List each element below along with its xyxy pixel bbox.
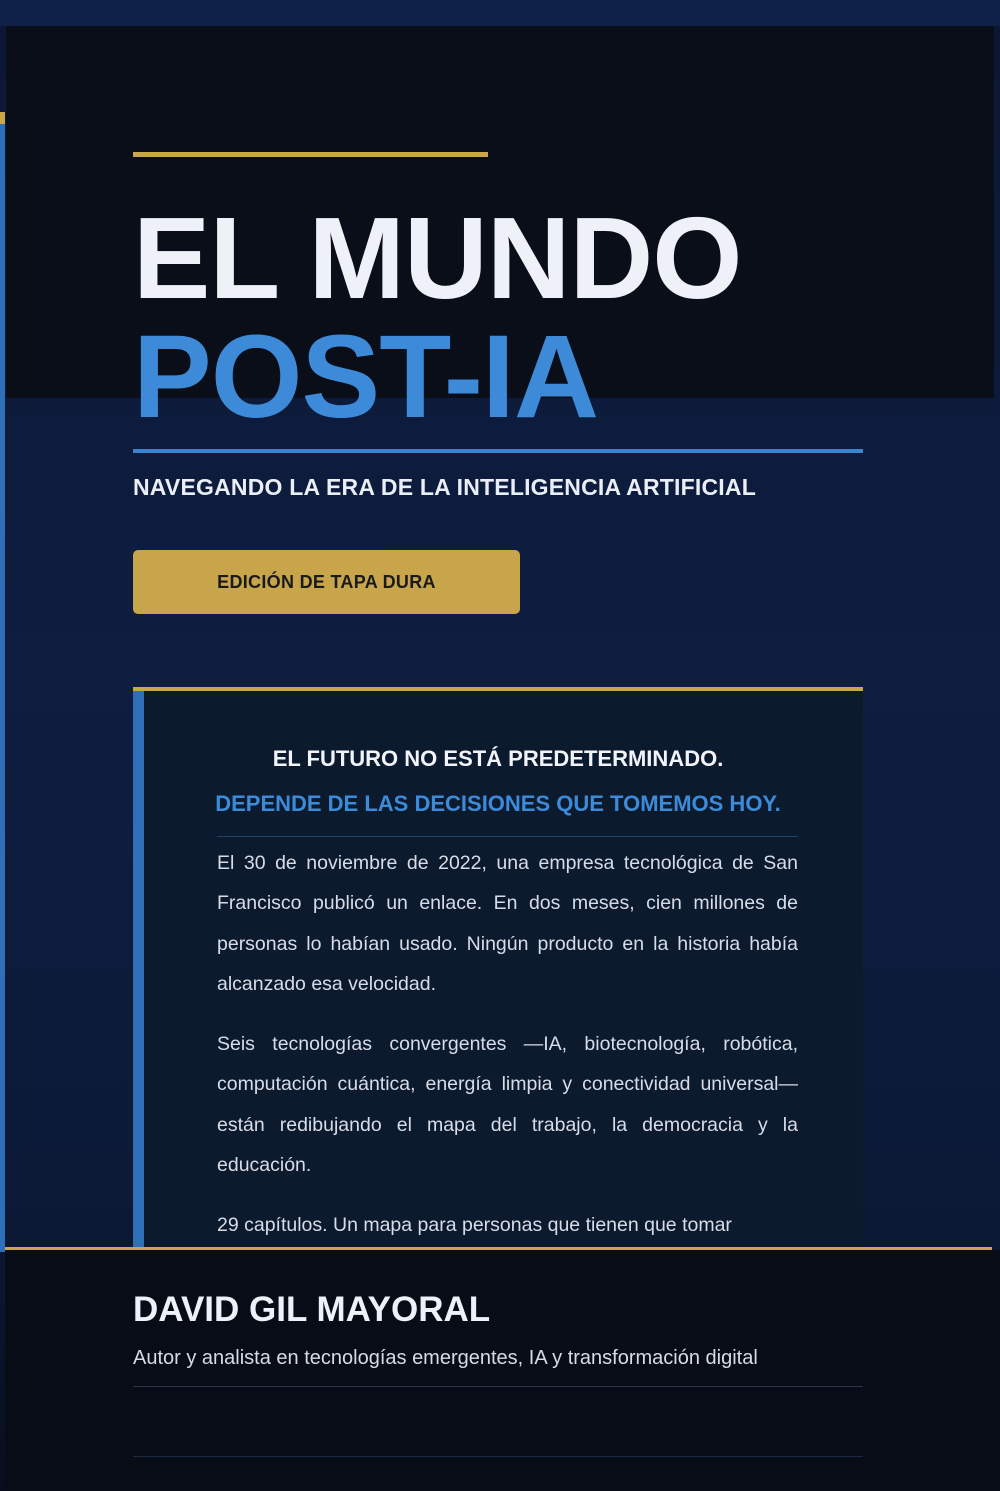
author-band (5, 1250, 1000, 1491)
title-line-1: EL MUNDO (133, 193, 742, 323)
blurb-paragraph: 29 capítulos. Un mapa para personas que tienen que tomar (217, 1214, 732, 1236)
title-line-2: POST-IA (133, 311, 599, 443)
left-accent-gold (0, 112, 5, 124)
author-name: DAVID GIL MAYORAL (133, 1290, 491, 1329)
title-underline (133, 449, 863, 453)
book-subtitle: NAVEGANDO LA ERA DE LA INTELIGENCIA ARTIFICIAL (133, 474, 756, 500)
author-description: Autor y analista en tecnologías emergentes, IA y transformación digital (133, 1347, 758, 1369)
blurb-paragraph: El 30 de noviembre de 2022, una empresa tecnológica de San Francisco publicó un enlace. En dos meses, cien millones de personas lo habían usado. Ningún producto en la historia había alcanzado esa velocidad. (217, 852, 798, 995)
edition-badge (133, 550, 520, 614)
blurb-text (217, 843, 798, 1236)
blurb-heading-2: DEPENDE DE LAS DECISIONES QUE TOMEMOS HOY. (215, 791, 781, 816)
blurb-gold-rule (133, 687, 863, 691)
gold-rule-top (133, 152, 488, 157)
blurb-divider (217, 836, 798, 837)
edition-badge-label: EDICIÓN DE TAPA DURA (217, 571, 436, 592)
blurb-paragraph: Seis tecnologías convergentes —IA, biotecnología, robótica, computación cuántica, energía limpia y conectividad universal— están redibujando el mapa del trabajo, la democracia y la educación. (217, 1033, 798, 1177)
blurb-heading-1: EL FUTURO NO ESTÁ PREDETERMINADO. (272, 746, 724, 771)
footer-rule (133, 1386, 863, 1387)
blurb-blue-bar (133, 691, 144, 1249)
footer-rule (133, 1456, 863, 1457)
left-accent-bar (0, 112, 5, 1252)
top-edge (0, 0, 1000, 26)
